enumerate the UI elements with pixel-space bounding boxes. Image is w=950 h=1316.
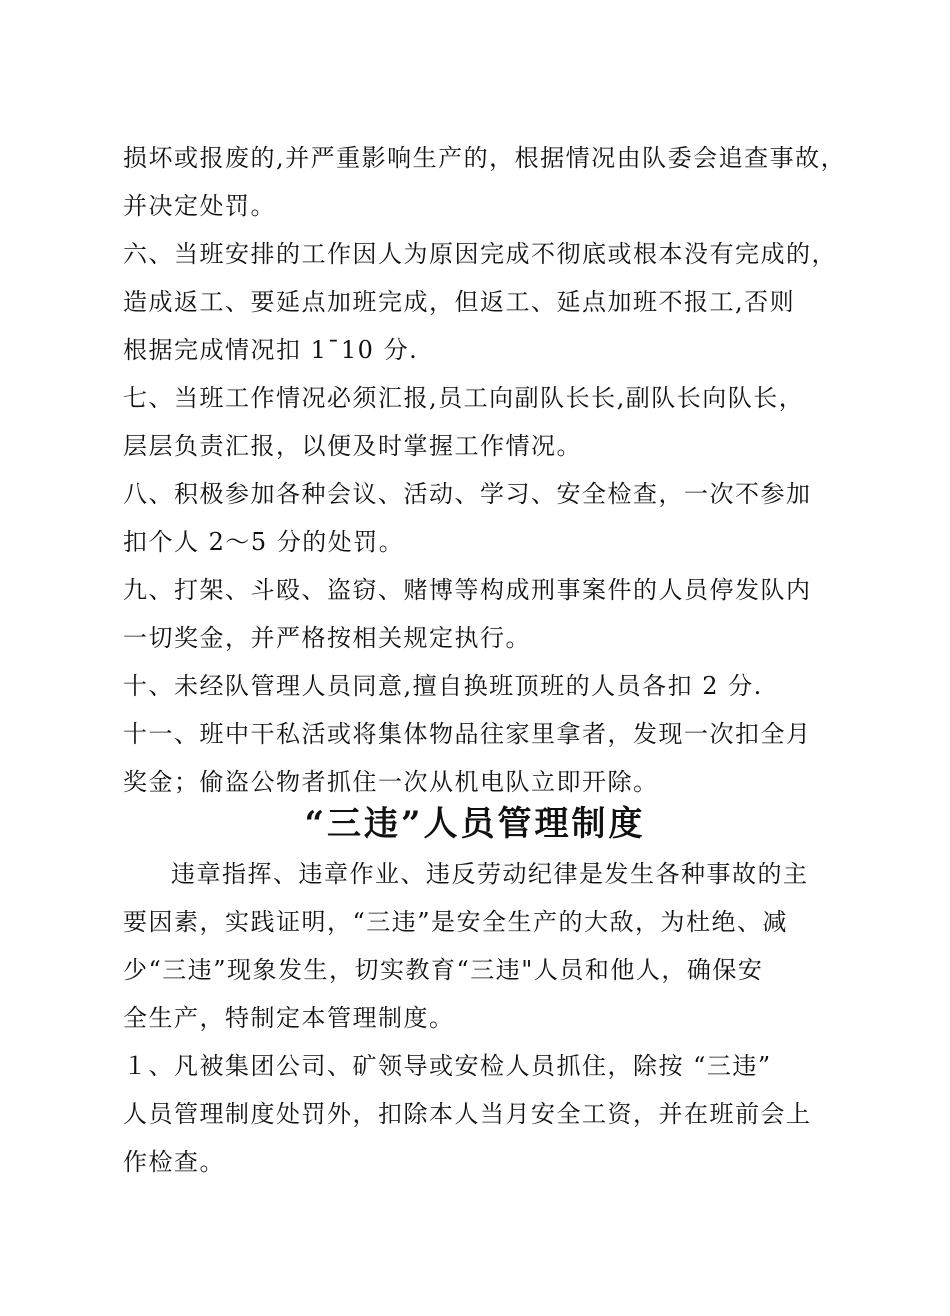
text-line: 全生产，特制定本管理制度。 xyxy=(123,1004,455,1032)
text-line: 损坏或报废的,并严重影响生产的，根据情况由队委会追查事故， xyxy=(123,144,847,172)
text-line: 人员管理制度处罚外，扣除本人当月安全工资，并在班前会上 xyxy=(123,1100,812,1128)
section-title: “三违”人员管理制度 xyxy=(304,804,646,844)
text-line: １、凡被集团公司、矿领导或安检人员抓住，除按 “三违” xyxy=(123,1052,772,1080)
text-line: 十一、班中干私活或将集体物品往家里拿者，发现一次扣全月 xyxy=(123,720,812,748)
text-line: 九、打架、斗殴、盗窃、赌博等构成刑事案件的人员停发队内 xyxy=(123,576,812,604)
text-line: 少“三违”现象发生，切实教育“三违"人员和他人，确保安 xyxy=(123,956,764,984)
text-line: 违章指挥、违章作业、违反劳动纪律是发生各种事故的主 xyxy=(171,860,809,888)
text-line: 六、当班安排的工作因人为原因完成不彻底或根本没有完成的， xyxy=(123,240,837,268)
text-line: 造成返工、要延点加班完成，但返工、延点加班不报工,否则 xyxy=(123,288,796,316)
text-line: 七、当班工作情况必须汇报,员工向副队长长,副队长向队长， xyxy=(123,384,805,412)
text-line: 层层负责汇报，以便及时掌握工作情况。 xyxy=(123,432,582,460)
text-line: 作检查。 xyxy=(123,1148,225,1176)
text-line: 要因素，实践证明，“三违”是安全生产的大敌，为杜绝、减 xyxy=(123,908,789,936)
text-line: 八、积极参加各种会议、活动、学习、安全检查，一次不参加 xyxy=(123,480,812,508)
text-line: 奖金；偷盗公物者抓住一次从机电队立即开除。 xyxy=(123,768,659,796)
text-line: 十、未经队管理人员同意,擅自换班顶班的人员各扣 2 分. xyxy=(123,672,763,700)
text-line: 并决定处罚。 xyxy=(123,192,276,220)
text-line: 根据完成情况扣 1¯10 分. xyxy=(123,336,419,364)
text-line: 扣个人 2～5 分的处罚。 xyxy=(123,528,405,556)
text-line: 一切奖金，并严格按相关规定执行。 xyxy=(123,624,531,652)
